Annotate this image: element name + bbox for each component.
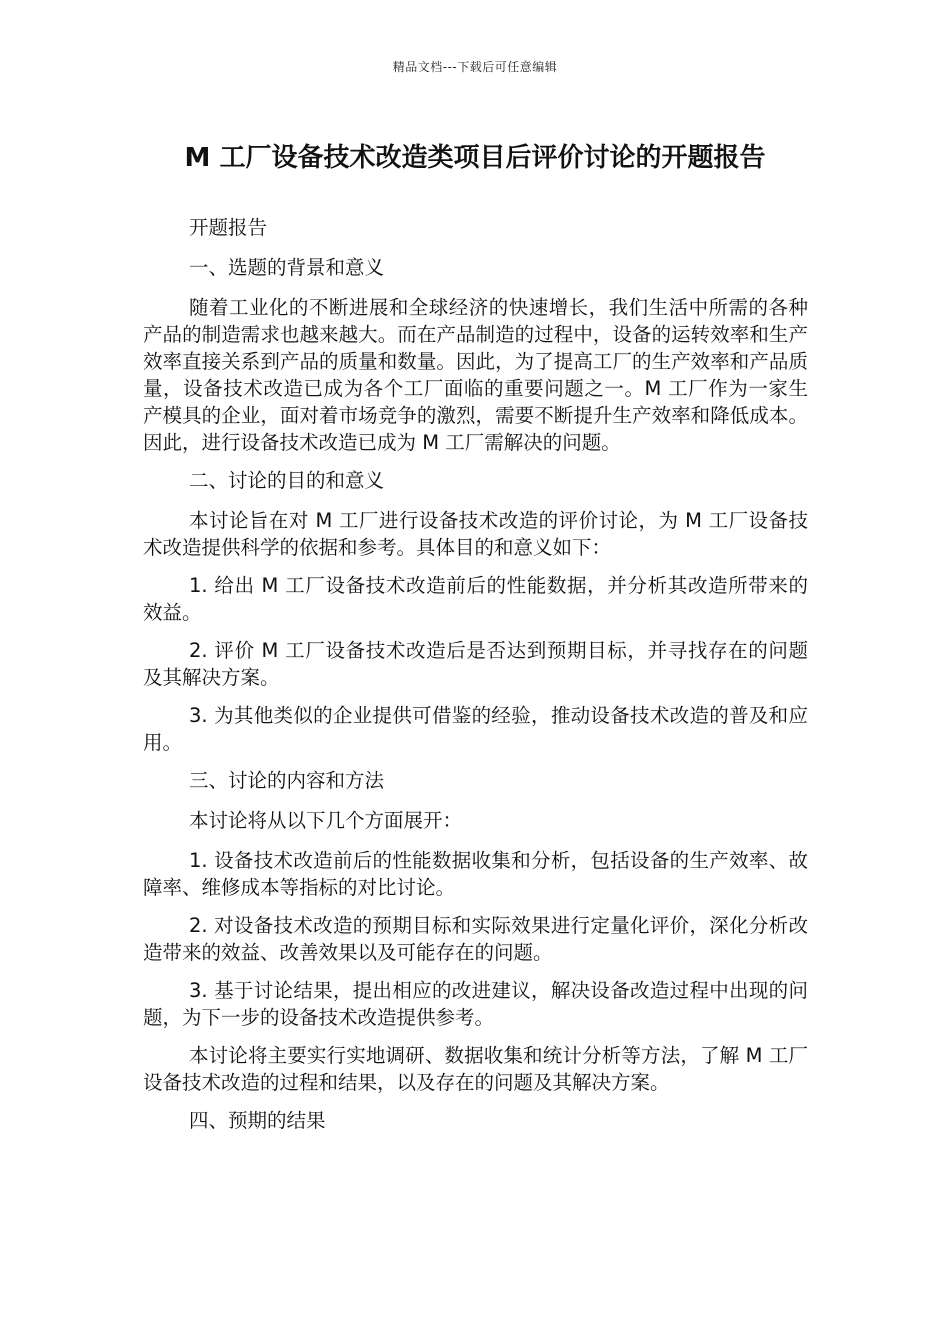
purpose-intro-paragraph: 本讨论旨在对 M 工厂进行设备技术改造的评价讨论，为 M 工厂设备技术改造提供科学的依据和参考。具体目的和意义如下： <box>143 509 808 559</box>
content-item-3: 3. 基于讨论结果，提出相应的改进建议，解决设备改造过程中出现的问题，为下一步的设备技术改造提供参考。 <box>143 979 808 1029</box>
purpose-item-2: 2. 评价 M 工厂设备技术改造后是否达到预期目标，并寻找存在的问题及其解决方案。 <box>143 639 808 689</box>
section-heading-background: 一、选题的背景和意义 <box>189 256 385 279</box>
section-heading-expected-results: 四、预期的结果 <box>189 1109 326 1132</box>
section-heading-content-method: 三、讨论的内容和方法 <box>189 769 385 792</box>
document-title: M 工厂设备技术改造类项目后评价讨论的开题报告 <box>184 143 766 173</box>
document-body <box>143 214 808 1147</box>
content-intro-line: 本讨论将从以下几个方面展开： <box>189 809 463 832</box>
background-paragraph: 随着工业化的不断进展和全球经济的快速增长，我们生活中所需的各种产品的制造需求也越来越大。而在产品制造的过程中，设备的运转效率和生产效率直接关系到产品的质量和数量。因此，为了提高工厂的生产效率和产品质量，设备技术改造已成为各个工厂面临的重要问题之一。M 工厂作为一家生产模具的企业，面对着市场竞争的激烈，需要不断提升生产效率和降低成本。因此，进行设备技术改造已成为 M 工厂需解决的问题。 <box>143 296 808 454</box>
method-paragraph: 本讨论将主要实行实地调研、数据收集和统计分析等方法，了解 M 工厂设备技术改造的过程和结果，以及存在的问题及其解决方案。 <box>143 1044 808 1094</box>
section-heading-purpose: 二、讨论的目的和意义 <box>189 469 385 492</box>
purpose-item-1: 1. 给出 M 工厂设备技术改造前后的性能数据，并分析其改造所带来的效益。 <box>143 574 808 624</box>
page-header-watermark: 精品文档---下载后可任意编辑 <box>392 60 558 74</box>
content-item-2: 2. 对设备技术改造的预期目标和实际效果进行定量化评价，深化分析改造带来的效益、改善效果以及可能存在的问题。 <box>143 914 808 964</box>
purpose-item-3: 3. 为其他类似的企业提供可借鉴的经验，推动设备技术改造的普及和应用。 <box>143 704 808 754</box>
content-item-1: 1. 设备技术改造前后的性能数据收集和分析，包括设备的生产效率、故障率、维修成本等指标的对比讨论。 <box>143 849 808 899</box>
report-label: 开题报告 <box>189 216 268 239</box>
